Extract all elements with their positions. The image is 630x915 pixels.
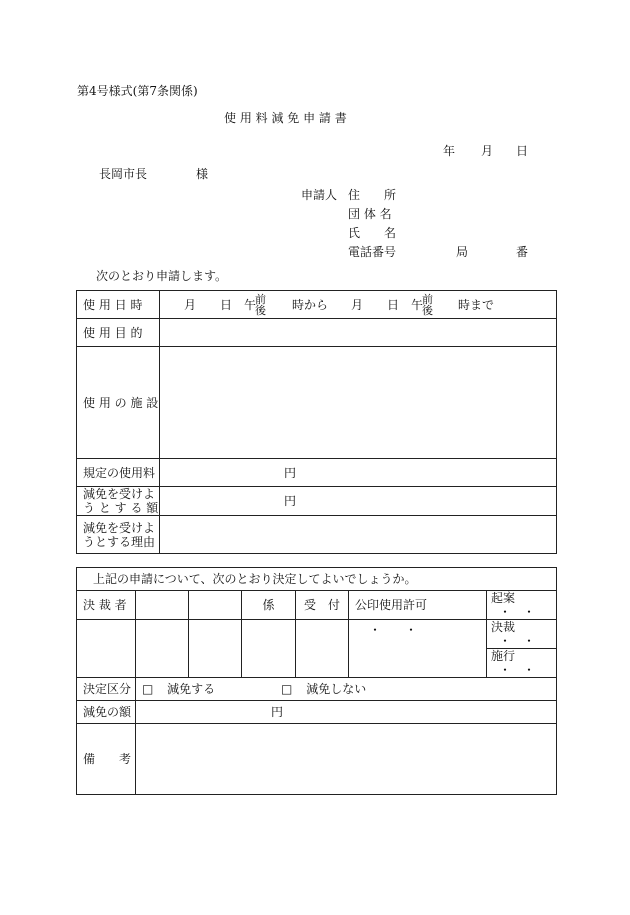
addressee-honorific: 様	[196, 167, 209, 181]
end-month: 月	[351, 297, 364, 312]
usage-datetime-field[interactable]	[160, 291, 557, 319]
phone-number-label: 番	[516, 245, 529, 259]
exempt-amount-label	[77, 487, 160, 516]
exempt-amount-label-line1: 減免を受けよ	[83, 487, 156, 501]
remarks-label: 備 考	[77, 724, 136, 795]
application-table	[76, 290, 557, 554]
regular-fee-label: 規定の使用料	[77, 459, 160, 487]
purpose-field[interactable]	[160, 319, 557, 347]
from-text: 時から	[292, 297, 329, 312]
end-ampm-top: 前	[422, 292, 433, 306]
approver-cell-1[interactable]	[136, 591, 189, 620]
exempt-option-label: 減免する	[167, 682, 216, 696]
approver-cell-2[interactable]	[189, 591, 242, 620]
start-month: 月	[184, 297, 197, 312]
start-ampm	[255, 294, 266, 316]
end-day: 日	[387, 297, 400, 312]
reason-label-line2: うとする理由	[83, 534, 156, 549]
facility-field[interactable]	[160, 347, 557, 459]
exempt-checkbox[interactable]: □	[142, 682, 154, 696]
exempt-amount-field[interactable]	[160, 487, 557, 516]
page-title: 使 用 料 減 免 申 請 書	[224, 111, 347, 125]
decision-header: 上記の申請について、次のとおり決定してよいでしょうか。	[77, 568, 557, 591]
date-day: 日	[516, 144, 529, 158]
reception-sign-cell[interactable]	[296, 620, 349, 678]
intro-text: 次のとおり申請します。	[96, 269, 228, 283]
applicant-phone-label: 電話番号	[348, 245, 397, 259]
applicant-organization-label: 団 体 名	[348, 207, 392, 221]
approver-sign-cell-0[interactable]	[77, 620, 136, 678]
addressee-name: 長岡市長	[99, 167, 148, 181]
applicant-address-label: 住 所	[348, 188, 397, 202]
end-ampm	[422, 294, 433, 316]
draft-dots: ・ ・	[499, 605, 536, 619]
approver-label: 決 裁 者	[77, 591, 136, 620]
approver-sign-cell-1[interactable]	[136, 620, 189, 678]
start-am-char: 午	[244, 297, 257, 312]
applicant-label: 申請人	[301, 188, 338, 202]
section-sign-cell[interactable]	[242, 620, 296, 678]
end-am-char: 午	[411, 297, 424, 312]
execution-cell[interactable]	[487, 649, 557, 678]
reception-label: 受 付	[296, 591, 349, 620]
applicant-name-label: 氏 名	[348, 226, 397, 240]
until-text: 時まで	[458, 297, 495, 312]
regular-fee-field[interactable]	[160, 459, 557, 487]
execution-dots: ・ ・	[499, 663, 536, 677]
decision-cell[interactable]	[487, 620, 557, 649]
decision-dots: ・ ・	[499, 634, 536, 648]
end-ampm-bottom: 後	[422, 303, 433, 317]
exempt-amount-decision-unit: 円	[271, 705, 284, 719]
seal-permit-cell[interactable]	[349, 620, 487, 678]
exempt-amount-unit: 円	[284, 494, 297, 508]
section-label: 係	[242, 591, 296, 620]
regular-fee-unit: 円	[284, 465, 297, 480]
start-day: 日	[220, 297, 233, 312]
reason-label-line1: 減免を受けよ	[83, 520, 156, 535]
execution-label: 施行	[491, 649, 516, 663]
seal-permit-label: 公印使用許可	[349, 591, 487, 620]
start-ampm-bottom: 後	[255, 303, 266, 317]
approver-sign-cell-2[interactable]	[189, 620, 242, 678]
reason-field[interactable]	[160, 516, 557, 554]
reason-label	[77, 516, 160, 554]
date-month: 月	[481, 144, 494, 158]
form-number: 第4号様式(第7条関係)	[77, 84, 198, 98]
draft-cell[interactable]	[487, 591, 557, 620]
usage-datetime-label: 使 用 日 時	[77, 291, 160, 319]
decision-table	[76, 567, 557, 795]
exempt-amount-decision-field[interactable]	[136, 701, 557, 724]
date-year: 年	[443, 144, 456, 158]
purpose-label: 使 用 目 的	[77, 319, 160, 347]
draft-label: 起案	[491, 591, 516, 605]
seal-permit-dots: ・ ・	[369, 623, 418, 637]
exempt-amount-label-line2: う と す る 額	[83, 501, 159, 515]
decision-type-label: 決定区分	[77, 678, 136, 701]
remarks-field[interactable]	[136, 724, 557, 795]
no-exempt-option-label: 減免しない	[306, 682, 367, 696]
exempt-amount-decision-label: 減免の額	[77, 701, 136, 724]
start-ampm-top: 前	[255, 292, 266, 306]
no-exempt-checkbox[interactable]: □	[281, 682, 293, 696]
decision-type-options	[136, 678, 557, 701]
decision-label: 決裁	[491, 620, 516, 634]
phone-bureau-label: 局	[456, 245, 469, 259]
facility-label: 使 用 の 施 設	[77, 347, 160, 459]
